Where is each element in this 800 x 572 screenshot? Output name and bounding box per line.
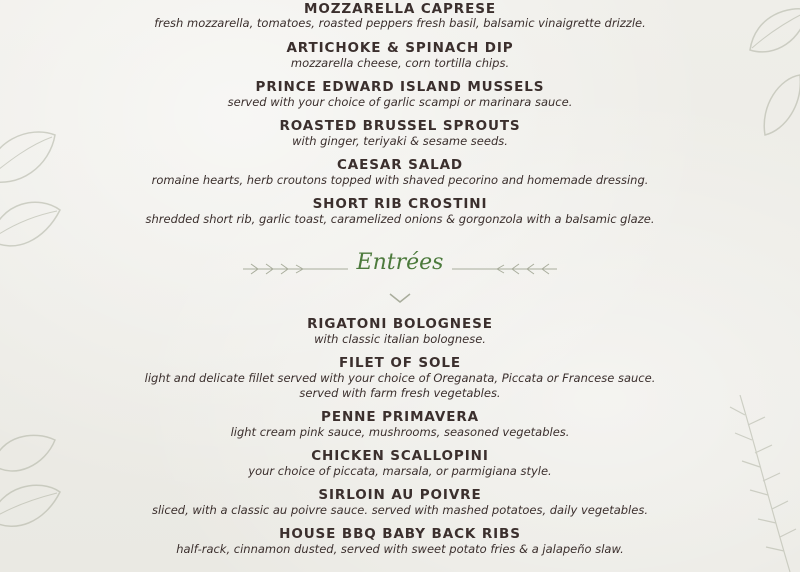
- menu-item-description: light cream pink sauce, mushrooms, seasoned vegetables.: [230, 425, 570, 439]
- menu-item-description: with classic italian bolognese.: [314, 332, 486, 346]
- menu-item-description: light and delicate fillet served with your choice of Oreganata, Piccata or Francese sauce.: [144, 371, 656, 385]
- menu-item-name: SIRLOIN AU POIVRE: [318, 487, 482, 503]
- menu-item-name: MOZZARELLA CAPRESE: [304, 1, 496, 17]
- menu-item-name: FILET OF SOLE: [338, 355, 462, 371]
- menu-item-description: with ginger, teriyaki & sesame seeds.: [292, 134, 508, 148]
- menu-item-name: PENNE PRIMAVERA: [321, 409, 479, 425]
- menu-item-name: CAESAR SALAD: [336, 157, 464, 173]
- menu-item-name: RIGATONI BOLOGNESE: [307, 316, 493, 332]
- menu-item-description: sliced, with a classic au poivre sauce. served with mashed potatoes, daily vegetables.: [152, 503, 648, 517]
- menu-item-name: ROASTED BRUSSEL SPROUTS: [279, 118, 521, 134]
- section-title-entrees: Entrées: [356, 250, 444, 275]
- menu-item-name: PRINCE EDWARD ISLAND MUSSELS: [255, 79, 545, 95]
- menu-item-name: HOUSE BBQ BABY BACK RIBS: [279, 526, 521, 542]
- menu-item-name: CHICKEN SCALLOPINI: [311, 448, 489, 464]
- menu-item-description: half-rack, cinnamon dusted, served with sweet potato fries & a jalapeño slaw.: [176, 542, 624, 556]
- menu-item-description: shredded short rib, garlic toast, caramelized onions & gorgonzola with a balsamic glaze.: [145, 212, 655, 226]
- menu-item-description: your choice of piccata, marsala, or parmigiana style.: [248, 464, 552, 478]
- menu-item-description: served with your choice of garlic scampi or marinara sauce.: [227, 95, 573, 109]
- menu-item-description: romaine hearts, herb croutons topped with shaved pecorino and homemade dressing.: [151, 173, 649, 187]
- menu-item-description: mozzarella cheese, corn tortilla chips.: [290, 56, 510, 70]
- menu-item-description: fresh mozzarella, tomatoes, roasted peppers fresh basil, balsamic vinaigrette drizzle.: [154, 16, 646, 30]
- menu-item-name: ARTICHOKE & SPINACH DIP: [286, 40, 514, 56]
- chevron-down-icon: [388, 292, 412, 304]
- menu-item-name: SHORT RIB CROSTINI: [312, 196, 488, 212]
- menu-item-description: served with farm fresh vegetables.: [299, 386, 501, 400]
